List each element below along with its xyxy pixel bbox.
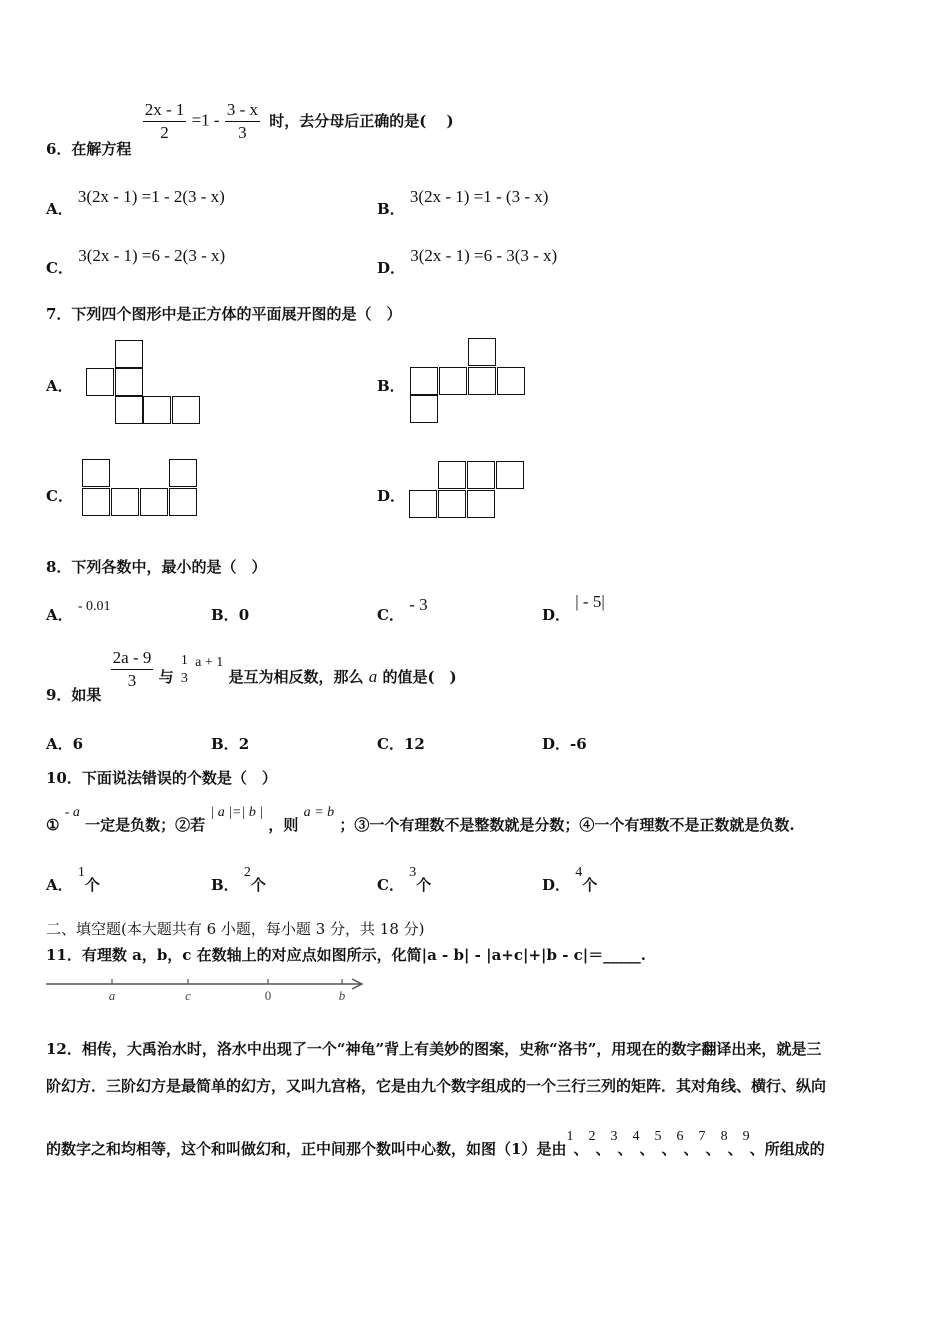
net-cell — [468, 367, 496, 395]
net-cell — [111, 488, 139, 516]
q6-option-a[interactable] — [46, 186, 225, 218]
q6-option-d-label: D． — [377, 259, 406, 277]
q12-digit-9: 9 — [742, 1129, 750, 1144]
q10-option-c-label: C． — [377, 876, 404, 894]
q9-option-b[interactable] — [211, 733, 249, 754]
q8-option-b[interactable] — [211, 604, 249, 625]
q10-s1-expr: - a — [64, 805, 80, 820]
net-cell — [410, 367, 438, 395]
q6-frac1-den: 2 — [160, 123, 169, 142]
q12-line-1: 12．相传，大禹治水时，洛水中出现了一个“神龟”背上有美妙的图案，史称“洛书”，用现在的数字翻译出来，就是三 — [46, 1040, 822, 1058]
q8-option-d[interactable] — [542, 591, 605, 624]
q9-stem — [46, 648, 457, 704]
q12-line-3-prefix: 的数字之和均相等，这个和叫做幻和，正中间那个数叫中心数，如图（1）是由 — [46, 1140, 567, 1158]
net-cell — [497, 367, 525, 395]
q10-option-a[interactable] — [46, 860, 100, 894]
q12-sep: 、 — [639, 1140, 655, 1158]
q12-digit-1: 1 — [566, 1129, 574, 1144]
net-cell — [439, 367, 467, 395]
q9-frac1-num: 2a - 9 — [111, 648, 154, 670]
q12-digit-7: 7 — [698, 1129, 706, 1144]
q9-option-a-value: 6 — [72, 735, 84, 753]
q6-mid: =1 - — [191, 110, 220, 130]
q8-option-a[interactable] — [46, 594, 111, 624]
q6-option-c-expr: 3(2x - 1) =6 - 2(3 - x) — [78, 246, 226, 265]
q12-digit-8: 8 — [720, 1129, 728, 1144]
q8-option-d-label: D． — [542, 606, 571, 624]
q12-digit-2: 2 — [588, 1129, 596, 1144]
net-cell — [172, 396, 200, 424]
net-cell — [169, 488, 197, 516]
q12-digit-3: 3 — [610, 1129, 618, 1144]
q6-stem — [46, 100, 454, 158]
net-cell — [410, 395, 438, 423]
q12-line-3-suffix: 所组成的 — [764, 1140, 825, 1158]
net-cell — [467, 490, 495, 518]
q11-number-line — [44, 972, 374, 1004]
q9-option-c-value: 12 — [403, 735, 425, 753]
q9-option-a[interactable] — [46, 733, 83, 754]
q6-option-c[interactable] — [46, 245, 226, 277]
q12-sep: 、 — [727, 1140, 743, 1158]
q8-option-a-label: A． — [46, 606, 73, 624]
net-cell — [115, 396, 143, 424]
q7-net-c — [82, 459, 198, 517]
q12-sep: 、 — [595, 1140, 611, 1158]
q9-option-d-label: D． — [542, 735, 571, 753]
q9-option-a-label: A． — [46, 735, 73, 753]
tick-label-b: b — [338, 988, 346, 1003]
q9-option-c[interactable] — [377, 733, 425, 754]
q10-stem: 10．下面说法错误的个数是（ ） — [46, 769, 277, 787]
q10-option-d[interactable] — [542, 860, 598, 894]
q10-option-b-num: 2 — [243, 865, 251, 880]
q12-sep: 、 — [661, 1140, 677, 1158]
q12-digit-4: 4 — [632, 1129, 640, 1144]
q7-option-c-label[interactable]: C． — [46, 487, 73, 505]
q6-option-b-expr: 3(2x - 1) =1 - (3 - x) — [409, 187, 549, 206]
net-cell — [169, 459, 197, 487]
q8-option-a-value: - 0.01 — [77, 599, 111, 614]
q10-option-d-num: 4 — [575, 865, 583, 880]
q12-digit-6: 6 — [676, 1129, 684, 1144]
q10-option-c[interactable] — [377, 860, 432, 894]
q9-middle: 是互为相反数，那么 — [228, 667, 364, 686]
net-cell — [115, 340, 143, 368]
q12-sep: 、 — [573, 1140, 589, 1158]
q12-sep: 、 — [705, 1140, 721, 1158]
net-cell — [467, 461, 495, 489]
q8-option-d-value: | - 5| — [575, 592, 605, 611]
net-cell — [468, 338, 496, 366]
q10-option-b-label: B． — [211, 876, 239, 894]
net-cell — [143, 396, 171, 424]
q8-stem: 8．下列各数中，最小的是（ ） — [46, 558, 267, 576]
q10-s2-text: ，则 — [268, 816, 299, 834]
q10-statements — [46, 800, 795, 836]
q9-option-b-value: 2 — [238, 735, 250, 753]
q10-option-d-label: D． — [542, 876, 571, 894]
q9-option-d[interactable] — [542, 733, 587, 754]
q10-option-a-unit: 个 — [84, 876, 100, 894]
q7-stem: 7．下列四个图形中是正方体的平面展开图的是（ ） — [46, 305, 402, 323]
q9-frac2-den: 3 — [180, 670, 188, 686]
q9-option-b-label: B． — [211, 735, 239, 753]
q8-option-c-label: C． — [377, 606, 404, 624]
q7-net-b — [410, 338, 526, 424]
q12-sep: 、 — [617, 1140, 633, 1158]
q9-frac1-den: 3 — [127, 671, 137, 690]
q10-s2-expr2: a = b — [303, 805, 335, 820]
q6-fraction-1 — [143, 100, 187, 143]
q8-option-c-value: - 3 — [409, 595, 428, 614]
net-cell — [86, 368, 114, 396]
net-cell — [409, 490, 437, 518]
q6-option-a-label: A． — [46, 200, 73, 218]
q6-option-b[interactable] — [377, 186, 549, 218]
q12-line-2: 阶幻方．三阶幻方是最简单的幻方，又叫九宫格，它是由九个数字组成的一个三行三列的矩阵．其对角线、横行、纵向 — [46, 1077, 827, 1095]
q7-option-a-label[interactable]: A． — [46, 377, 73, 395]
q10-s1-mark: ① — [46, 816, 60, 834]
q7-option-b-label[interactable]: B． — [377, 377, 405, 395]
q6-frac2-num: 3 - x — [225, 100, 260, 122]
q9-frac2-tail: a + 1 — [195, 654, 224, 670]
net-cell — [438, 461, 466, 489]
q10-option-b-unit: 个 — [250, 876, 266, 894]
q10-option-b[interactable] — [211, 860, 266, 894]
q6-option-b-label: B． — [377, 200, 405, 218]
q10-option-c-num: 3 — [409, 865, 417, 880]
net-cell — [115, 368, 143, 396]
net-cell — [438, 490, 466, 518]
q9-option-d-value: -6 — [570, 735, 587, 753]
tick-label-a: a — [108, 988, 116, 1003]
q6-option-c-label: C． — [46, 259, 73, 277]
q8-option-c[interactable] — [377, 594, 428, 624]
q6-option-d-expr: 3(2x - 1) =6 - 3(3 - x) — [410, 246, 558, 265]
net-cell — [496, 461, 524, 489]
q8-option-b-value: 0 — [238, 606, 250, 624]
q10-s1-text: 一定是负数；②若 — [85, 816, 206, 834]
q6-option-d[interactable] — [377, 245, 558, 277]
q6-suffix: 时，去分母后正确的是( ) — [269, 111, 454, 130]
section-2-title: 二、填空题(本大题共有 6 小题，每小题 3 分，共 18 分) — [46, 920, 425, 938]
q6-frac2-den: 3 — [238, 123, 247, 142]
q6-option-a-expr: 3(2x - 1) =1 - 2(3 - x) — [77, 187, 225, 206]
q9-option-c-label: C． — [377, 735, 404, 753]
q9-frac2-num: 1 — [180, 652, 188, 668]
q10-s2-expr: | a |=| b | — [210, 805, 264, 820]
q6-frac1-num: 2x - 1 — [143, 100, 187, 122]
q12-sep: 、 — [749, 1140, 765, 1158]
q10-option-d-unit: 个 — [582, 876, 598, 894]
q7-net-a — [86, 340, 202, 426]
net-cell — [82, 459, 110, 487]
q12-sep: 、 — [683, 1140, 699, 1158]
q9-suffix: 的值是( ) — [382, 667, 457, 686]
q11-stem: 11．有理数 a，b，c 在数轴上的对应点如图所示，化简|a - b| - |a+c|+|b - c|＝_____. — [46, 946, 646, 964]
q9-prefix: 9．如果 — [46, 685, 102, 704]
q8-option-b-label: B． — [211, 606, 239, 624]
net-cell — [140, 488, 168, 516]
q10-option-a-num: 1 — [77, 865, 85, 880]
q9-fraction-1 — [111, 648, 154, 691]
q6-fraction-2 — [225, 100, 260, 143]
q7-option-d-label[interactable]: D． — [377, 487, 406, 505]
q12-line-3 — [46, 1124, 825, 1160]
q9-with: 与 — [158, 667, 174, 686]
q10-option-a-label: A． — [46, 876, 73, 894]
q9-var: a — [368, 666, 378, 686]
q7-net-d — [409, 461, 525, 519]
tick-label-c: c — [185, 988, 191, 1003]
q10-s3-text: ；③一个有理数不是整数就是分数；④一个有理数不是正数就是负数. — [339, 816, 795, 834]
tick-label-0: 0 — [264, 988, 272, 1003]
q12-digit-5: 5 — [654, 1129, 662, 1144]
q6-prefix: 6．在解方程 — [46, 139, 132, 158]
q9-fraction-2 — [179, 653, 190, 687]
q10-option-c-unit: 个 — [416, 876, 432, 894]
net-cell — [82, 488, 110, 516]
